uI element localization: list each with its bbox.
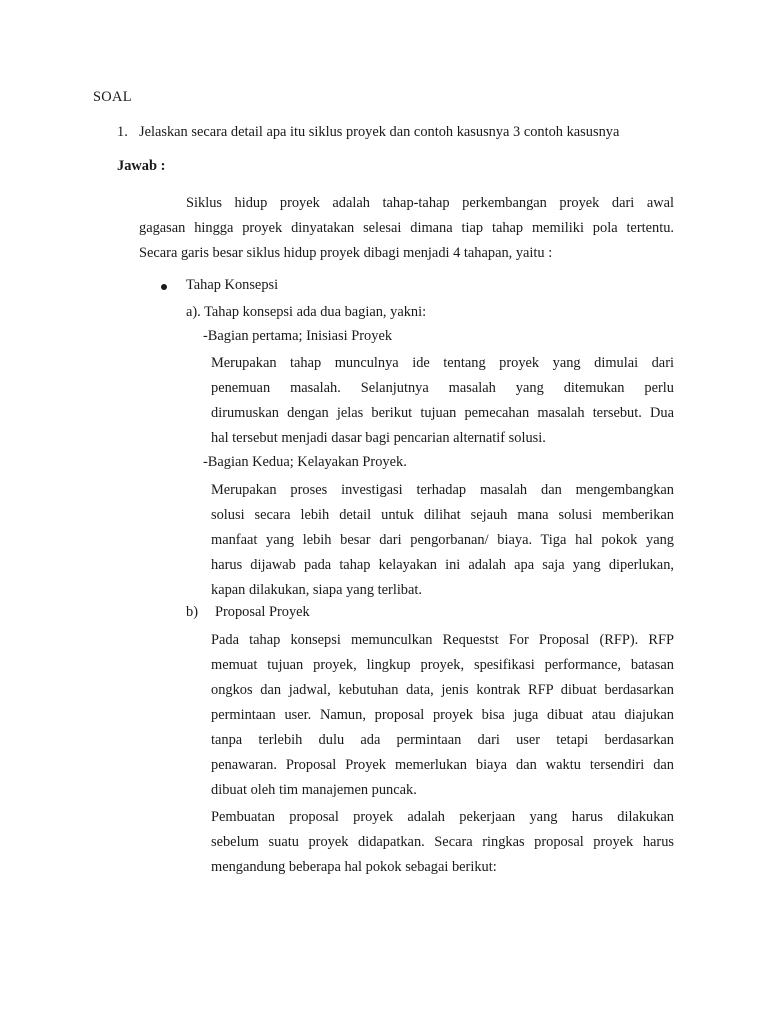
paragraph-line: tanpa terlebih dulu ada permintaan dari user tetapi berdasarkan	[211, 732, 674, 748]
paragraph-line: hal tersebut menjadi dasar bagi pencarian alternatif solusi.	[211, 430, 546, 446]
paragraph-line: ongkos dan jadwal, kebutuhan data, jenis kontrak RFP dibuat berdasarkan	[211, 682, 674, 698]
question-number: 1.	[117, 124, 128, 140]
paragraph-line: Merupakan proses investigasi terhadap masalah dan mengembangkan	[211, 482, 674, 498]
paragraph-line: memuat tujuan proyek, lingkup proyek, spesifikasi performance, batasan	[211, 657, 674, 673]
bullet-dot-icon	[161, 284, 167, 290]
bagian-kedua-label: -Bagian Kedua; Kelayakan Proyek.	[203, 454, 407, 470]
paragraph-line: Merupakan tahap munculnya ide tentang proyek yang dimulai dari	[211, 355, 674, 371]
paragraph-line: permintaan user. Namun, proposal proyek bisa juga dibuat atau diajukan	[211, 707, 674, 723]
paragraph-line: dirumuskan dengan jelas berikut tujuan pemecahan masalah tersebut. Dua	[211, 405, 674, 421]
intro-line: gagasan hingga proyek dinyatakan selesai dimana tiap tahap memiliki pola tertentu.	[139, 220, 674, 236]
subitem-a: a). Tahap konsepsi ada dua bagian, yakni:	[186, 304, 427, 320]
intro-line: Siklus hidup proyek adalah tahap-tahap perkembangan proyek dari awal	[186, 195, 674, 211]
intro-paragraph	[139, 191, 674, 266]
subitem-b-text: Proposal Proyek	[215, 604, 310, 620]
paragraph-pembuatan-proposal	[211, 805, 674, 880]
subitem-b-label: b)	[186, 604, 198, 620]
paragraph-inisiasi	[211, 351, 674, 451]
paragraph-proposal	[211, 628, 674, 803]
paragraph-line: kapan dilakukan, siapa yang terlibat.	[211, 582, 422, 598]
paragraph-line: solusi secara lebih detail untuk dilihat sejauh mana solusi memberikan	[211, 507, 674, 523]
section-heading: SOAL	[93, 89, 132, 105]
bullet-item-tahap-konsepsi: Tahap Konsepsi	[186, 277, 279, 293]
paragraph-line: Pada tahap konsepsi memunculkan Requestst For Proposal (RFP). RFP	[211, 632, 674, 648]
question-text: Jelaskan secara detail apa itu siklus proyek dan contoh kasusnya 3 contoh kasusnya	[139, 124, 620, 140]
paragraph-line: sebelum suatu proyek didapatkan. Secara ringkas proposal proyek harus	[211, 834, 674, 850]
paragraph-line: penemuan masalah. Selanjutnya masalah yang ditemukan perlu	[211, 380, 674, 396]
paragraph-line: Pembuatan proposal proyek adalah pekerjaan yang harus dilakukan	[211, 809, 674, 825]
intro-line: Secara garis besar siklus hidup proyek dibagi menjadi 4 tahapan, yaitu :	[139, 245, 553, 261]
paragraph-line: mengandung beberapa hal pokok sebagai berikut:	[211, 859, 497, 875]
paragraph-line: dibuat oleh tim manajemen puncak.	[211, 782, 417, 798]
answer-label: Jawab :	[117, 158, 166, 174]
paragraph-line: manfaat yang lebih besar dari pengorbanan/ biaya. Tiga hal pokok yang	[211, 532, 674, 548]
paragraph-line: harus dijawab pada tahap kelayakan ini adalah apa saja yang diperlukan,	[211, 557, 674, 573]
bagian-pertama-label: -Bagian pertama; Inisiasi Proyek	[203, 328, 393, 344]
paragraph-kelayakan	[211, 478, 674, 603]
paragraph-line: penawaran. Proposal Proyek memerlukan biaya dan waktu tersendiri dan	[211, 757, 674, 773]
